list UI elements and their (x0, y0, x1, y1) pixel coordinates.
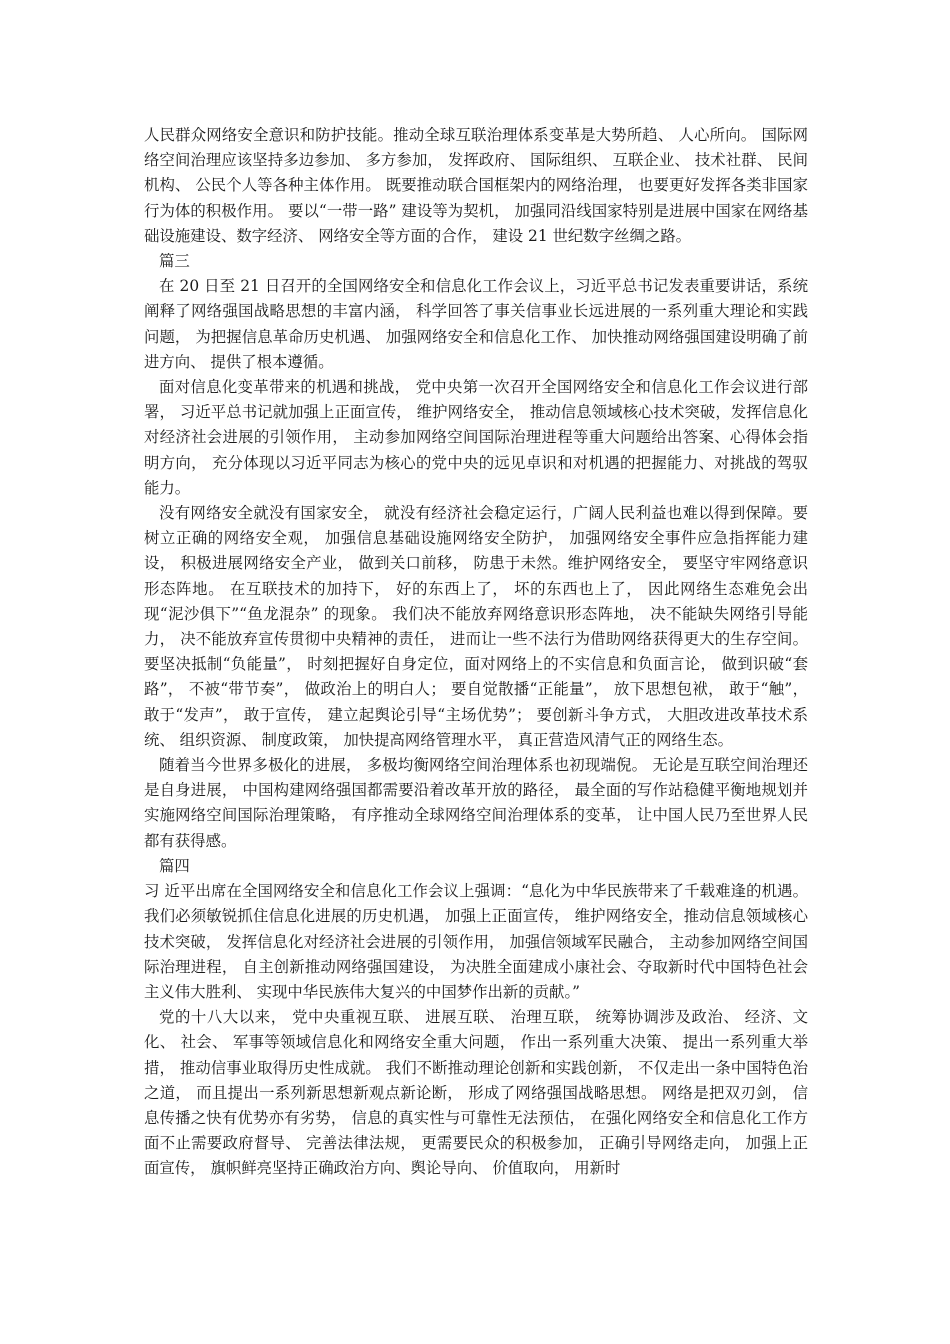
paragraph: 面对信息化变革带来的机遇和挑战， 党中央第一次召开全国网络安全和信息化工作会议进行部署， 习近平总书记就加强上正面宣传， 维护网络安全， 推动信息领域核心技术突破，发挥信息化对经济社会进展的引领作用， 主动参加网络空间国际治理进程等重大问题给出答案、心得体会指明方向， 充分体现以习近平同志为核心的党中央的远见卓识和对机遇的把握能力、对挑战的驾驭能力。 (144, 378, 808, 497)
paragraph: 习 近平出席在全国网络安全和信息化工作会议上强调：“息化为中华民族带来了千载难逢的机遇。 我们必须敏锐抓住信息化进展的历史机遇， 加强上正面宣传， 维护网络安全，推动信息领域核心技术突破， 发挥信息化对经济社会进展的引领作用， 加强信领域军民融合， 主动参加网络空间国际治理进程， 自主创新推动网络强国建设， 为决胜全面建成小康社会、夺取新时代中国特色社会主义伟大胜利、 实现中华民族伟大复兴的中国梦作出新的贡献。” (144, 882, 808, 1001)
paragraph: 随着当今世界多极化的进展， 多极均衡网络空间治理体系也初现端倪。 无论是互联空间治理还是自身进展， 中国构建网络强国都需要沿着改革开放的路径， 最全面的写作站稳健平衡地规划并实施网络空间国际治理策略， 有序推动全球网络空间治理体系的变革， 让中国人民乃至世界人民都有获得感。 (144, 756, 808, 850)
paragraph: 党的十八大以来， 党中央重视互联、 进展互联、 治理互联， 统筹协调涉及政治、 经济、文化、 社会、 军事等领域信息化和网络安全重大问题， 作出一系列重大决策、 提出一系列重大举措， 推动信事业取得历史性成就。 我们不断推动理论创新和实践创新， 不仅走出一条中国特色治之道， 而且提出一系列新思想新观点新论断， 形成了网络强国战略思想。 网络是把双刃剑， 信息传播之快有优势亦有劣势， 信息的真实性与可靠性无法预估， 在强化网络安全和信息化工作方面不止需要政府督导、 完善法律法规， 更需要民众的积极参加， 正确引导网络走向， 加强上正面宣传， 旗帜鲜亮坚持正确政治方向、舆论导向、 价值取向， 用新时 (144, 1008, 808, 1178)
paragraph: 在 20 日至 21 日召开的全国网络安全和信息化工作会议上，习近平总书记发表重要讲话，系统阐释了网络强国战略思想的丰富内涵， 科学回答了事关信事业长远进展的一系列重大理论和实践问题， 为把握信息革命历史机遇、 加强网络安全和信息化工作、 加快推动网络强国建设明确了前进方向、 提供了根本遵循。 (144, 277, 808, 371)
paragraph-continuation: 人民群众网络安全意识和防护技能。推动全球互联治理体系变革是大势所趋、 人心所向。 国际网络空间治理应该坚持多边参加、 多方参加， 发挥政府、 国际组织、 互联企业、 技术社群、 民间机构、 公民个人等各种主体作用。 既要推动联合国框架内的网络治理， 也要更好发挥各类非国家行为体的积极作用。 要以“一带一路” 建设等为契机， 加强同沿线国家特别是进展中国家在网络基础设施建设、数字经济、 网络安全等方面的合作， 建设 21 世纪数字丝绸之路。 (144, 126, 808, 245)
document-page (144, 123, 808, 1182)
section-heading-pian-san: 篇三 (159, 252, 190, 271)
section-heading-pian-si: 篇四 (159, 856, 190, 875)
paragraph: 没有网络安全就没有国家安全， 就没有经济社会稳定运行，广阔人民利益也难以得到保障。要树立正确的网络安全观， 加强信息基础设施网络安全防护， 加强网络安全事件应急指挥能力建设， 积极进展网络安全产业， 做到关口前移， 防患于未然。维护网络安全， 要坚守牢网络意识形态阵地。 在互联技术的加持下， 好的东西上了， 坏的东西也上了， 因此网络生态难免会出现“泥沙俱下”“鱼龙混杂” 的现象。 我们决不能放弃网络意识形态阵地， 决不能缺失网络引导能力， 决不能放弃宣传贯彻中央精神的责任， 进而让一些不法行为借助网络获得更大的生存空间。 要坚决抵制“负能量”， 时刻把握好自身定位，面对网络上的不实信息和负面言论， 做到识破“套路”， 不被“带节奏”， 做政治上的明白人； 要自觉散播“正能量”， 放下思想包袱， 敢于“触”， 敢于“发声”， 敢于宣传， 建立起舆论引导“主场优势”； 要创新斗争方式， 大胆改进改革技术系统、 组织资源、 制度政策， 加快提高网络管理水平， 真正营造风清气正的网络生态。 (144, 504, 808, 749)
